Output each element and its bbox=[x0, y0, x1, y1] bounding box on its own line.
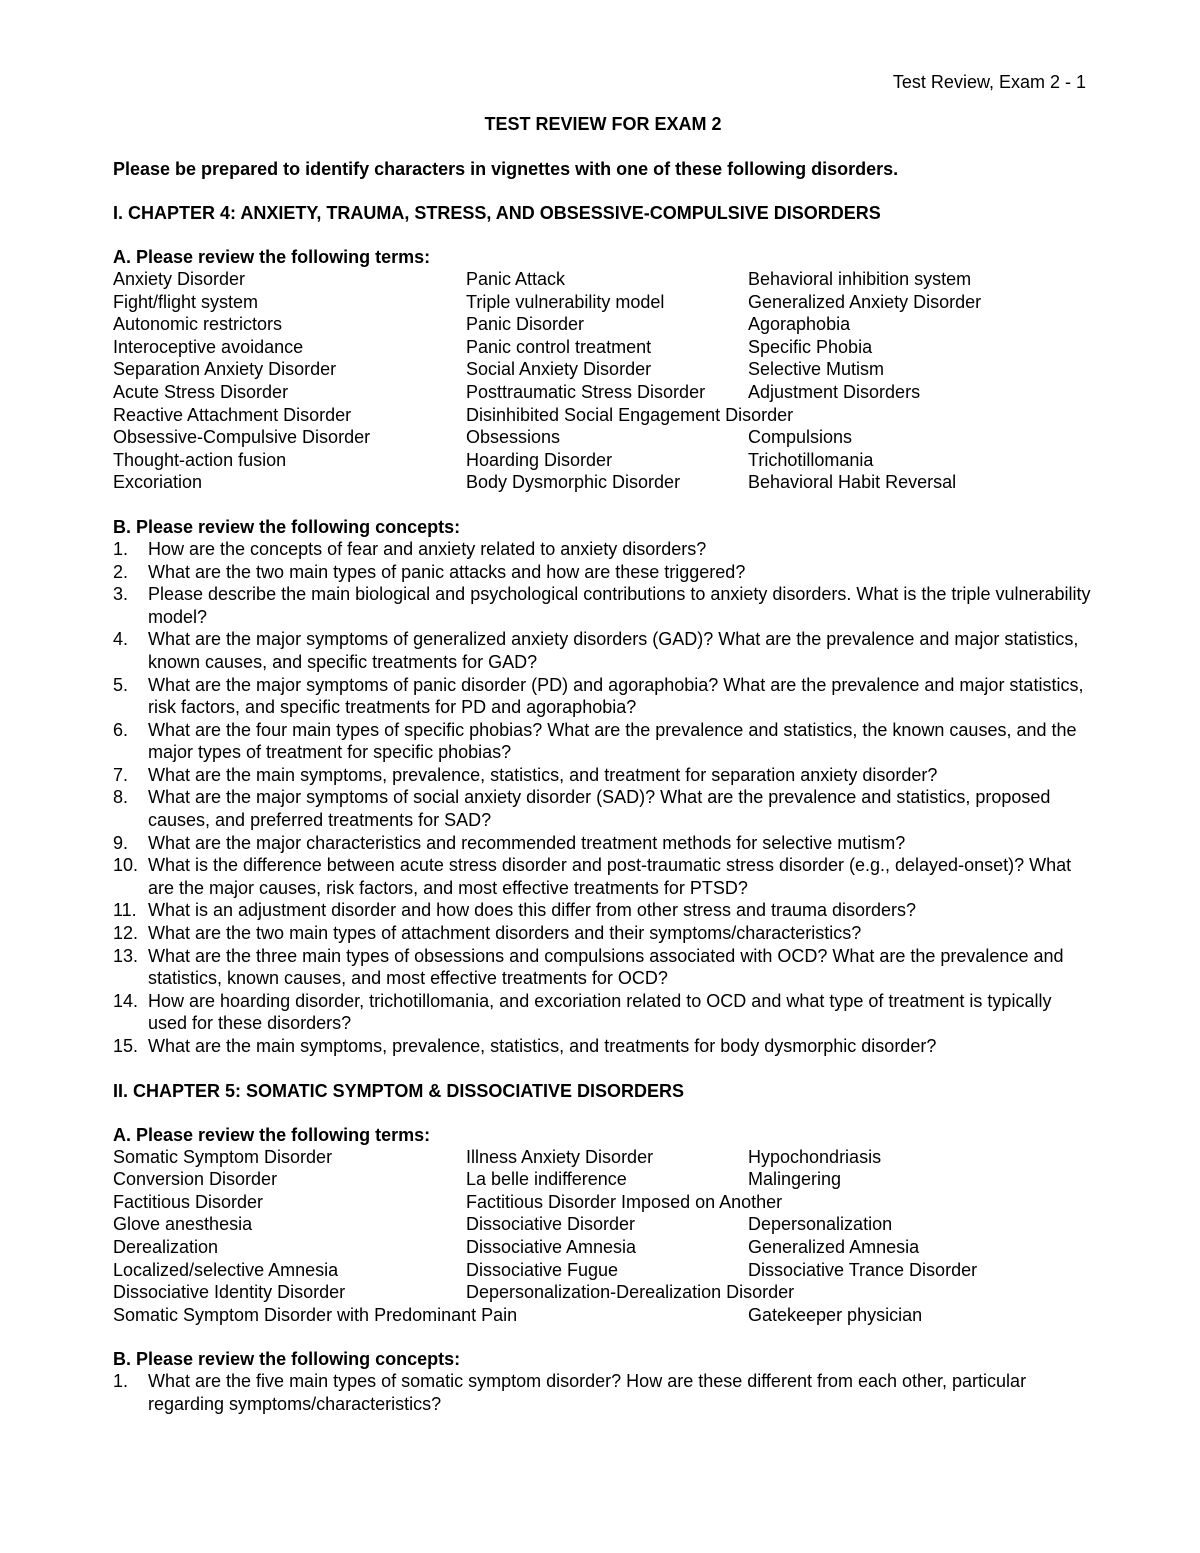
term: Depersonalization-Derealization Disorder bbox=[466, 1282, 795, 1303]
term: Dissociative Trance Disorder bbox=[748, 1259, 978, 1280]
term: Obsessions bbox=[466, 427, 561, 448]
chapter-4-concepts-heading: B. Please review the following concepts: bbox=[113, 516, 461, 537]
list-item bbox=[113, 786, 1093, 831]
term: Agoraphobia bbox=[748, 314, 851, 335]
chapter-5-concepts-list bbox=[113, 1370, 1093, 1415]
term: Triple vulnerability model bbox=[466, 291, 665, 312]
term: Body Dysmorphic Disorder bbox=[466, 472, 681, 493]
term: Hypochondriasis bbox=[748, 1146, 882, 1167]
term: Behavioral Habit Reversal bbox=[748, 472, 957, 493]
item-number: 10. bbox=[113, 855, 139, 876]
chapter-4-heading: I. CHAPTER 4: ANXIETY, TRAUMA, STRESS, AND OBSESSIVE-COMPULSIVE DISORDERS bbox=[113, 203, 881, 223]
item-text: How are hoarding disorder, trichotillomania, and excoriation related to OCD and what type of treatment is typically used for these disorders? bbox=[148, 990, 1052, 1034]
list-item bbox=[113, 832, 1093, 855]
item-text: What are the three main types of obsessions and compulsions associated with OCD? What are the prevalence and statistics, known causes, and most effective treatments for OCD? bbox=[148, 945, 1064, 989]
list-item bbox=[113, 1035, 1093, 1058]
term: Autonomic restrictors bbox=[113, 314, 283, 335]
item-text: What is the difference between acute stress disorder and post-traumatic stress disorder (e.g., delayed-onset)? What are the major causes, risk factors, and most effective treatments for PTSD? bbox=[148, 855, 1072, 898]
term: Adjustment Disorders bbox=[748, 381, 921, 402]
term: Localized/selective Amnesia bbox=[113, 1259, 339, 1280]
term: Panic control treatment bbox=[466, 336, 652, 357]
term: Behavioral inhibition system bbox=[748, 269, 972, 289]
item-number: 1. bbox=[113, 1371, 129, 1392]
term: Factitious Disorder Imposed on Another bbox=[466, 1191, 783, 1212]
item-number: 8. bbox=[113, 787, 129, 808]
list-item bbox=[113, 628, 1093, 673]
term: Illness Anxiety Disorder bbox=[466, 1146, 654, 1167]
item-number: 14. bbox=[113, 990, 139, 1011]
item-number: 1. bbox=[113, 538, 129, 559]
list-item bbox=[113, 764, 1093, 787]
item-text: What are the major characteristics and recommended treatment methods for selective mutism? bbox=[148, 832, 906, 853]
term: Derealization bbox=[113, 1236, 219, 1257]
chapter-5-terms-grid bbox=[113, 1146, 1093, 1327]
item-number: 5. bbox=[113, 674, 129, 695]
chapter-4-terms-grid bbox=[113, 268, 1093, 494]
term: Posttraumatic Stress Disorder bbox=[466, 381, 706, 402]
list-item bbox=[113, 719, 1093, 764]
term: Hoarding Disorder bbox=[466, 449, 613, 470]
list-item bbox=[113, 561, 1093, 584]
term: Disinhibited Social Engagement Disorder bbox=[466, 404, 794, 425]
item-text: What are the major symptoms of generalized anxiety disorders (GAD)? What are the prevalence and major statistics, known causes, and specific treatments for GAD? bbox=[148, 629, 1079, 672]
list-item bbox=[113, 854, 1093, 899]
term: Acute Stress Disorder bbox=[113, 381, 289, 402]
term: Malingering bbox=[748, 1169, 842, 1190]
item-text: Please describe the main biological and psychological contributions to anxiety disorders. What is the triple vulnerability model? bbox=[148, 584, 1091, 627]
term: Fight/flight system bbox=[113, 291, 259, 312]
term: La belle indifference bbox=[466, 1169, 627, 1190]
item-text: What are the two main types of panic attacks and how are these triggered? bbox=[148, 561, 746, 582]
term: Compulsions bbox=[748, 427, 853, 448]
term: Excoriation bbox=[113, 472, 203, 493]
item-number: 15. bbox=[113, 1036, 139, 1056]
term: Generalized Amnesia bbox=[748, 1236, 920, 1257]
term: Separation Anxiety Disorder bbox=[113, 359, 337, 380]
chapter-5-heading: II. CHAPTER 5: SOMATIC SYMPTOM & DISSOCIATIVE DISORDERS bbox=[113, 1080, 685, 1101]
item-text: How are the concepts of fear and anxiety related to anxiety disorders? bbox=[148, 538, 707, 559]
intro-instruction: Please be prepared to identify characters in vignettes with one of these following disorders. bbox=[113, 159, 899, 179]
list-item bbox=[113, 922, 1093, 945]
item-text: What are the four main types of specific phobias? What are the prevalence and statistics, the known causes, and the major types of treatment for specific phobias? bbox=[148, 719, 1077, 763]
item-text: What are the major symptoms of panic disorder (PD) and agoraphobia? What are the prevalence and major statistics, risk factors, and specific treatments for PD and agoraphobia? bbox=[148, 674, 1084, 718]
list-item bbox=[113, 674, 1093, 719]
term: Conversion Disorder bbox=[113, 1169, 278, 1190]
term: Specific Phobia bbox=[748, 336, 873, 357]
term: Reactive Attachment Disorder bbox=[113, 404, 352, 425]
term: Factitious Disorder bbox=[113, 1191, 264, 1212]
term: Dissociative Amnesia bbox=[466, 1236, 637, 1257]
term: Dissociative Identity Disorder bbox=[113, 1282, 346, 1303]
chapter-5-concepts-heading: B. Please review the following concepts: bbox=[113, 1349, 461, 1370]
item-text: What are the major symptoms of social anxiety disorder (SAD)? What are the prevalence and statistics, proposed causes, and preferred treatments for SAD? bbox=[148, 787, 1051, 831]
item-number: 4. bbox=[113, 629, 129, 650]
document-body bbox=[113, 113, 1093, 1416]
term: Generalized Anxiety Disorder bbox=[748, 291, 982, 312]
item-number: 12. bbox=[113, 923, 139, 944]
document-title: TEST REVIEW FOR EXAM 2 bbox=[484, 114, 722, 134]
item-text: What are the main symptoms, prevalence, statistics, and treatments for body dysmorphic disorder? bbox=[148, 1036, 937, 1056]
term: Glove anesthesia bbox=[113, 1214, 253, 1235]
list-item bbox=[113, 899, 1093, 922]
chapter-4-concepts-list bbox=[113, 538, 1093, 1058]
term: Panic Attack bbox=[466, 269, 566, 289]
list-item bbox=[113, 538, 1093, 561]
term: Interoceptive avoidance bbox=[113, 336, 304, 357]
list-item bbox=[113, 1370, 1093, 1415]
term: Panic Disorder bbox=[466, 314, 585, 335]
chapter-5-terms-heading: A. Please review the following terms: bbox=[113, 1124, 431, 1145]
item-number: 6. bbox=[113, 719, 129, 740]
term: Trichotillomania bbox=[748, 449, 874, 470]
item-number: 13. bbox=[113, 945, 139, 966]
term: Depersonalization bbox=[748, 1214, 893, 1235]
list-item bbox=[113, 945, 1093, 990]
item-text: What are the two main types of attachment disorders and their symptoms/characteristics? bbox=[148, 923, 862, 944]
term: Somatic Symptom Disorder bbox=[113, 1146, 333, 1167]
term: Dissociative Disorder bbox=[466, 1214, 636, 1235]
term: Anxiety Disorder bbox=[113, 269, 246, 289]
term: Selective Mutism bbox=[748, 359, 885, 380]
page-header: Test Review, Exam 2 - 1 bbox=[892, 72, 1086, 92]
item-number: 2. bbox=[113, 561, 129, 582]
term: Social Anxiety Disorder bbox=[466, 359, 652, 380]
term: Somatic Symptom Disorder with Predominant Pain bbox=[113, 1304, 518, 1325]
term: Obsessive-Compulsive Disorder bbox=[113, 427, 371, 448]
item-number: 7. bbox=[113, 764, 129, 785]
item-number: 11. bbox=[113, 900, 137, 921]
term: Gatekeeper physician bbox=[748, 1304, 923, 1325]
item-text: What are the main symptoms, prevalence, statistics, and treatment for separation anxiety disorder? bbox=[148, 764, 938, 785]
term: Thought-action fusion bbox=[113, 449, 287, 470]
list-item bbox=[113, 583, 1093, 628]
term: Dissociative Fugue bbox=[466, 1259, 619, 1280]
item-number: 9. bbox=[113, 832, 129, 853]
list-item bbox=[113, 990, 1093, 1035]
item-number: 3. bbox=[113, 584, 129, 605]
item-text: What are the five main types of somatic symptom disorder? How are these different from each other, particular regarding symptoms/characteristics? bbox=[148, 1371, 1027, 1414]
chapter-4-terms-heading: A. Please review the following terms: bbox=[113, 247, 431, 267]
item-text: What is an adjustment disorder and how does this differ from other stress and trauma disorders? bbox=[148, 900, 917, 921]
